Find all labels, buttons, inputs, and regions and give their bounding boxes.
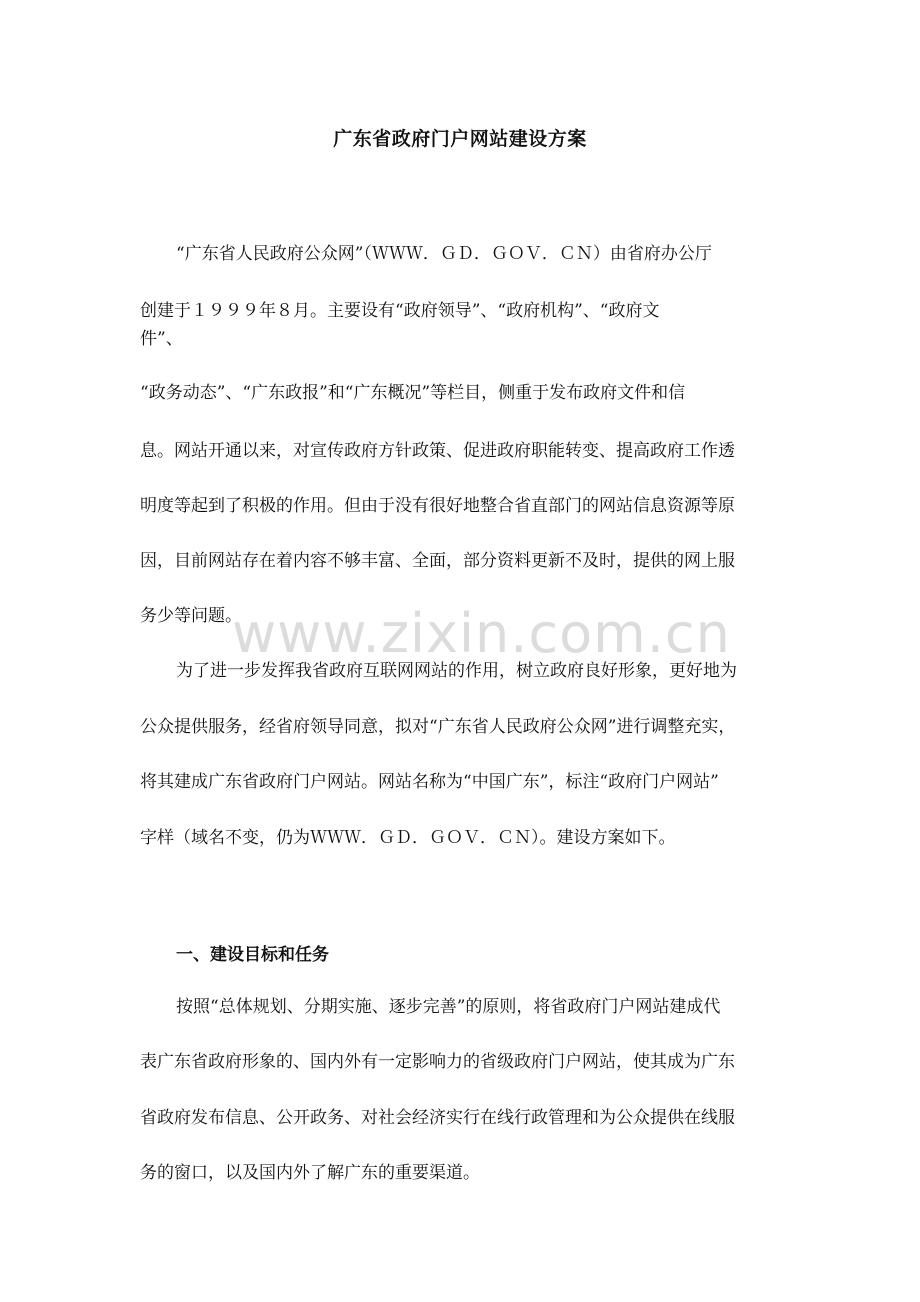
paragraph-1-line-1: “广东省人民政府公众网”（ＷＷＷ．ＧＤ．ＧＯＶ．ＣＮ）由省府办公厅 [176,244,712,264]
section-1-line-1: 按照“总体规划、分期实施、逐步完善”的原则，将省政府门户网站建成代 [176,997,721,1017]
paragraph-1-line-3: 件”、 [140,329,183,349]
section-1-heading: 一、建设目标和任务 [176,945,329,965]
paragraph-2-line-2: 公众提供服务，经省府领导同意，拟对“广东省人民政府公众网”进行调整充实， [140,717,736,737]
paragraph-2-line-3: 将其建成广东省政府门户网站。网站名称为“中国广东”，标注“政府门户网站” [140,772,719,792]
watermark: www.zixin.com.cn [232,602,731,665]
paragraph-2-line-4: 字样（域名不变，仍为ＷＷＷ．ＧＤ．ＧＯＶ．ＣＮ）。建设方案如下。 [140,828,676,848]
section-1-line-2: 表广东省政府形象的、国内外有一定影响力的省级政府门户网站，使其成为广东 [140,1052,735,1072]
paragraph-1-line-7: 因，目前网站存在着内容不够丰富、全面，部分资料更新不及时，提供的网上服 [140,551,735,571]
paragraph-2-line-1: 为了进一步发挥我省政府互联网网站的作用，树立政府良好形象，更好地为 [176,661,737,681]
paragraph-1-line-5: 息。网站开通以来，对宣传政府方针政策、促进政府职能转变、提高政府工作透 [140,441,735,461]
section-1-line-3: 省政府发布信息、公开政务、对社会经济实行在线行政管理和为公众提供在线服 [140,1108,735,1128]
paragraph-1-line-2: 创建于１９９９年８月。主要设有“政府领导”、“政府机构”、“政府文 [140,301,660,321]
document-title: 广东省政府门户网站建设方案 [333,128,587,150]
section-1-line-4: 务的窗口，以及国内外了解广东的重要渠道。 [140,1163,480,1183]
paragraph-1-line-8: 务少等问题。 [140,606,242,626]
paragraph-1-line-6: 明度等起到了积极的作用。但由于没有很好地整合省直部门的网站信息资源等原 [140,496,735,516]
paragraph-1-line-4: “政务动态”、“广东政报”和“广东概况”等栏目，侧重于发布政府文件和信 [140,383,686,403]
